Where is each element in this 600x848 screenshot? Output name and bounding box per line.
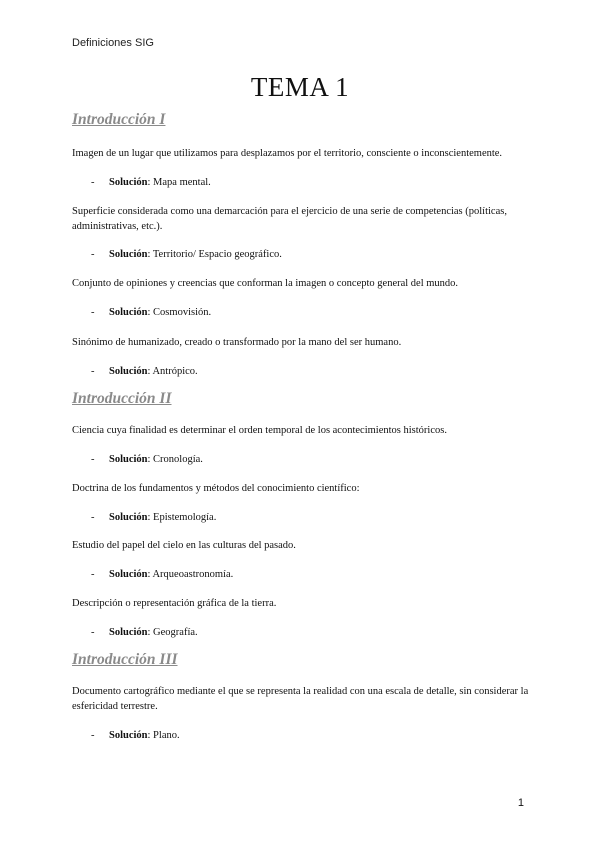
page-header: Definiciones SIG — [72, 37, 154, 49]
answer-item — [72, 625, 532, 640]
list-dash: - — [91, 249, 95, 260]
list-dash: - — [91, 454, 95, 465]
question-text: Doctrina de los fundamentos y métodos del conocimiento científico: — [72, 483, 360, 494]
answer-text: : Territorio/ Espacio geográfico. — [147, 249, 282, 260]
answer-text: : Cosmovisión. — [147, 307, 212, 318]
document-body — [72, 110, 532, 743]
answer-item — [72, 175, 532, 190]
answer-text: : Antrópico. — [147, 366, 198, 377]
answer-item — [72, 728, 532, 743]
solution-label: Solución — [109, 249, 148, 260]
question-text: Documento cartográfico mediante el que se representa la realidad con una escala de detalle, sin considerar la esfericidad terrestre. — [72, 686, 529, 712]
answer-item — [72, 247, 532, 262]
answer-item — [72, 452, 532, 467]
question-text: Imagen de un lugar que utilizamos para desplazamos por el territorio, consciente o inconscientemente. — [72, 148, 503, 159]
answer-item — [72, 567, 532, 582]
answer-item — [72, 305, 532, 320]
solution-label: Solución — [109, 569, 148, 580]
solution-label: Solución — [109, 512, 148, 523]
section-title: Introducción II — [72, 390, 172, 407]
list-dash: - — [91, 512, 95, 523]
answer-text: : Epistemología. — [147, 512, 217, 523]
solution-label: Solución — [109, 454, 148, 465]
question-text: Ciencia cuya finalidad es determinar el orden temporal de los acontecimientos históricos. — [72, 425, 447, 436]
question-text: Estudio del papel del cielo en las culturas del pasado. — [72, 540, 296, 551]
question-text: Sinónimo de humanizado, creado o transformado por la mano del ser humano. — [72, 337, 402, 348]
answer-text: : Geografía. — [147, 627, 198, 638]
answer-item — [72, 364, 532, 379]
solution-label: Solución — [109, 366, 148, 377]
list-dash: - — [91, 366, 95, 377]
list-dash: - — [91, 627, 95, 638]
solution-label: Solución — [109, 730, 148, 741]
page-number: 1 — [517, 797, 524, 809]
question-text: Superficie considerada como una demarcación para el ejercicio de una serie de competencias (políticas, administrativas, etc.). — [72, 206, 507, 232]
answer-text: : Cronología. — [147, 454, 203, 465]
solution-label: Solución — [109, 627, 148, 638]
solution-label: Solución — [109, 307, 148, 318]
question-text: Descripción o representación gráfica de la tierra. — [72, 598, 277, 609]
answer-text: : Mapa mental. — [147, 177, 211, 188]
section-title: Introducción I — [72, 111, 166, 128]
question-text: Conjunto de opiniones y creencias que conforman la imagen o concepto general del mundo. — [72, 278, 459, 289]
list-dash: - — [91, 730, 95, 741]
solution-label: Solución — [109, 177, 148, 188]
answer-text: : Plano. — [147, 730, 180, 741]
page-title: TEMA 1 — [250, 72, 350, 102]
answer-text: : Arqueoastronomía. — [147, 569, 234, 580]
list-dash: - — [91, 177, 95, 188]
list-dash: - — [91, 307, 95, 318]
list-dash: - — [91, 569, 95, 580]
answer-item — [72, 510, 532, 525]
section-title: Introducción III — [72, 651, 178, 668]
